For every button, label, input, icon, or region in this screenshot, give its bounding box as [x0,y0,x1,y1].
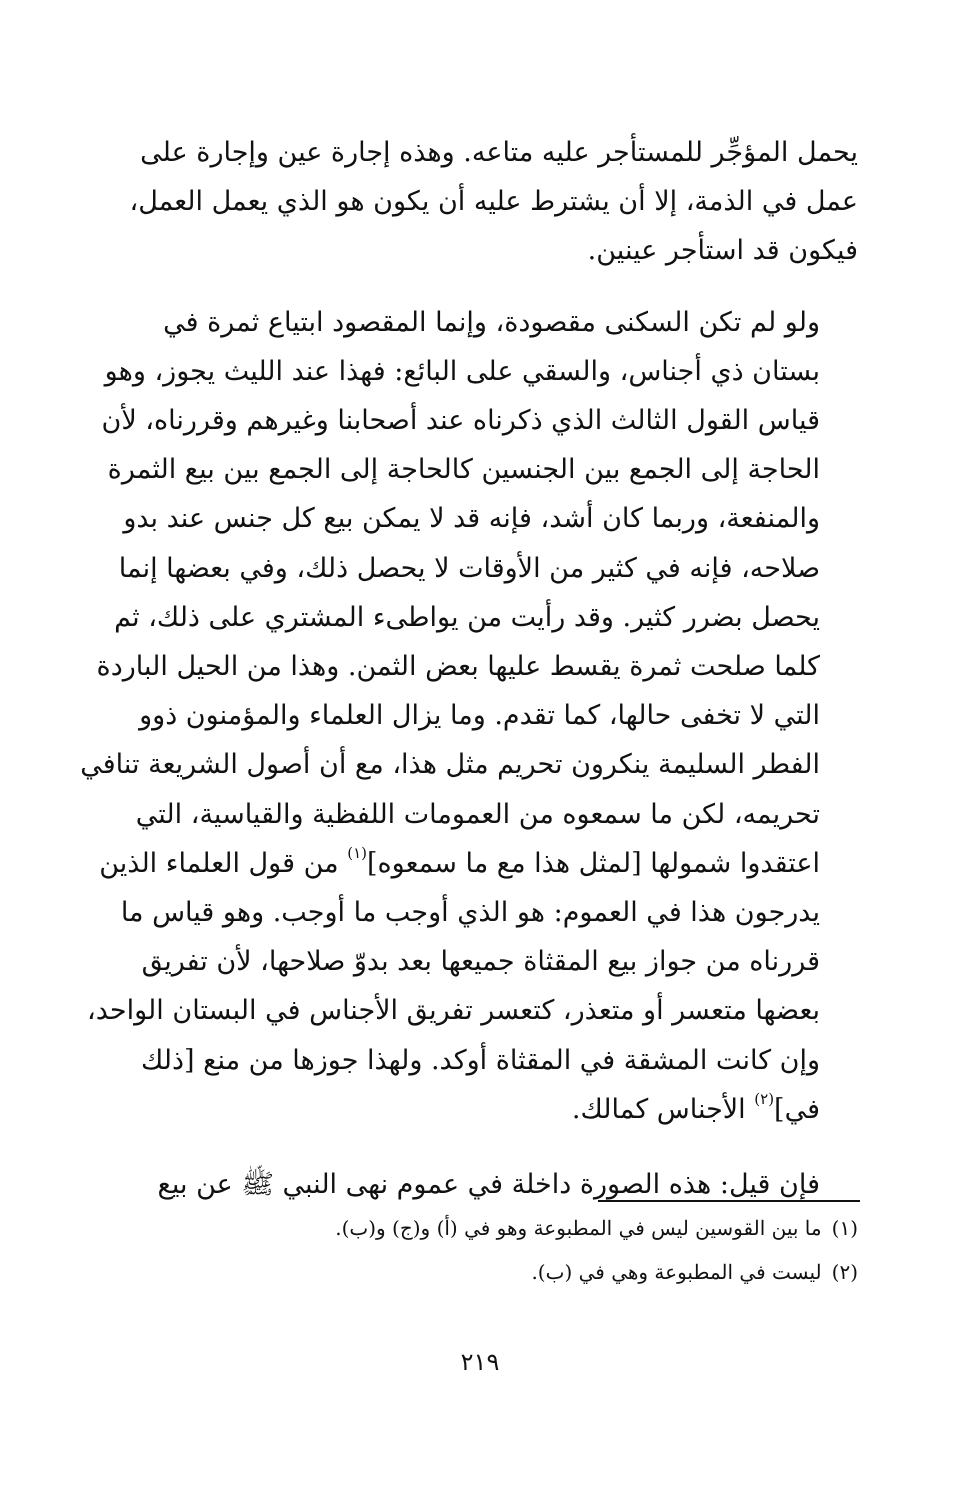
text-line: التي لا تخفى حالها، كما تقدم. وما يزال العلماء والمؤمنون ذوو [139,700,820,732]
text-line: الفطر السليمة ينكرون تحريم مثل هذا، مع أن أصول الشريعة تنافي [80,749,820,781]
footnote-text: ليست في المطبوعة وهي في (ب). [531,1260,822,1284]
footnote [108,1260,858,1284]
footnote-text: ما بين القوسين ليس في المطبوعة وهو في (أ) و(ج) و(ب). [335,1216,822,1240]
text-line: بعضها متعسر أو متعذر، كتعسر تفريق الأجناس في البستان الواحد، [87,995,820,1027]
text-line: الحاجة إلى الجمع بين الجنسين كالحاجة إلى الجمع بين بيع الثمرة [107,454,820,486]
text-line: يحمل المؤجِّر للمستأجر عليه متاعه. وهذه إجارة عين وإجارة على [140,137,858,168]
footnote [108,1216,858,1240]
text-segment: الأجناس كمالك. [571,1093,755,1125]
footnotes [108,1216,858,1304]
text-line: فإن قيل: هذه الصورة داخلة في عموم نهى النبي ﷺ عن بيع [157,1169,820,1201]
paragraph-1 [108,128,858,276]
text-line [99,839,858,888]
text-line: عمل في الذمة، إلا أن يشترط عليه أن يكون هو الذي يعمل العمل، [129,186,858,218]
text-line: قياس القول الثالث الذي ذكرناه عند أصحابنا وغيرهم وقررناه، لأن [101,405,820,437]
text-line: صلاحه، فإنه في كثير من الأوقات لا يحصل ذلك، وفي بعضها إنما [118,552,820,584]
text-segment: في] [774,1093,820,1125]
text-line: والمنفعة، وربما كان أشد، فإنه قد لا يمكن بيع كل جنس عند بدو [123,503,820,535]
text-line: ولو لم تكن السكنى مقصودة، وإنما المقصود ابتياع ثمرة في [163,306,820,338]
text-line: فيكون قد استأجر عينين. [587,235,858,267]
paragraph-2 [80,298,858,1134]
main-text [80,128,858,1209]
footnote-marker: (٢) [754,1089,775,1108]
text-line [108,1085,858,1134]
text-line: بستان ذي أجناس، والسقي على البائع: فهذا عند الليث يجوز، وهو [104,355,820,387]
page-number: ٢١٩ [460,1348,500,1376]
text-line: يدرجون هذا في العموم: هو الذي أوجب ما أوجب. وهو قياس ما [120,897,820,929]
footnote-divider [598,1200,860,1202]
text-line: يحصل بضرر كثير. وقد رأيت من يواطىء المشتري على ذلك، ثم [114,601,820,633]
text-line: وإن كانت المشقة في المقثاة أوكد. ولهذا جوزها من منع [ذلك [141,1044,820,1076]
text-segment: من قول العلماء الذين [99,847,348,879]
text-line: كلما صلحت ثمرة يقسط عليها بعض الثمن. وهذا من الحيل الباردة [96,651,820,683]
text-segment: اعتقدوا شمولها [لمثل هذا مع ما سمعوه] [367,847,820,879]
text-line: قررناه من جواز بيع المقثاة جميعها بعد بدوّ صلاحها، لأن تفريق [141,946,820,978]
text-line: تحريمه، لكن ما سمعوه من العمومات اللفظية والقياسية، التي [135,798,820,830]
footnote-number: (٢) [831,1260,858,1284]
footnote-marker: (١) [347,843,367,862]
footnote-number: (١) [831,1216,858,1240]
